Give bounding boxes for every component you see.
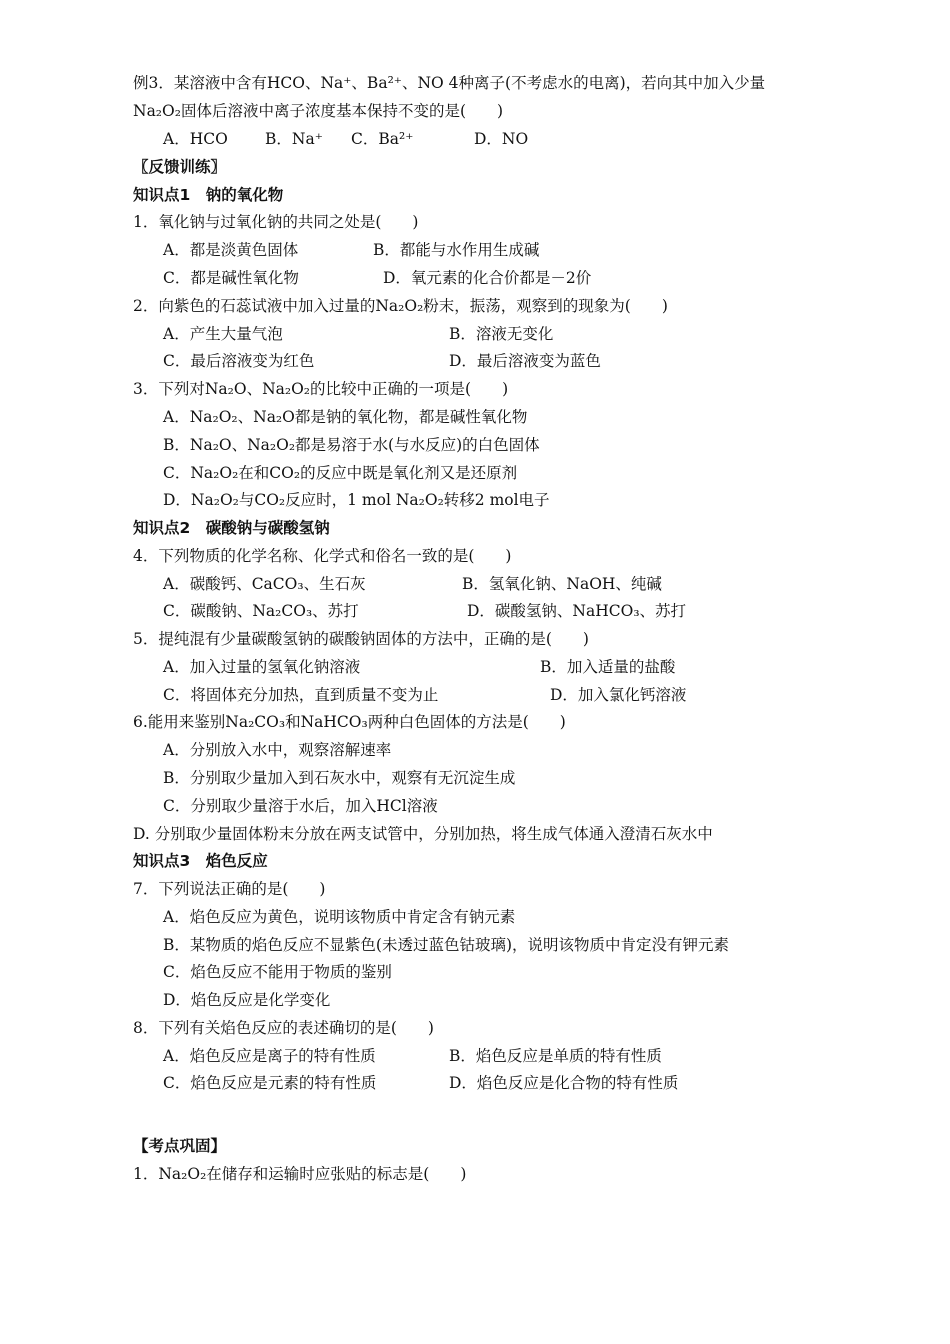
example3-line1: 例3．某溶液中含有HCO、Na⁺、Ba²⁺、NO 4种离子(不考虑水的电离)，若向其中加入少量 — [133, 74, 766, 92]
q6-option-c: C．分别取少量溶于水后，加入HCl溶液 — [163, 797, 438, 815]
example3-option-d: D．NO — [474, 130, 529, 148]
q8-option-c: C．焰色反应是元素的特有性质 — [163, 1074, 377, 1092]
q6-option-d: D. 分别取少量固体粉末分放在两支试管中，分别加热，将生成气体通入澄清石灰水中 — [133, 825, 713, 843]
q6-option-b: B．分别取少量加入到石灰水中，观察有无沉淀生成 — [163, 769, 516, 787]
review-q1-stem: 1．Na₂O₂在储存和运输时应张贴的标志是( ) — [133, 1165, 467, 1183]
knowledge-point-2-heading: 知识点2 碳酸钠与碳酸氢钠 — [133, 519, 330, 537]
q6-stem: 6.能用来鉴别Na₂CO₃和NaHCO₃两种白色固体的方法是( ) — [133, 713, 566, 731]
q3-option-c: C．Na₂O₂在和CO₂的反应中既是氧化剂又是还原剂 — [163, 464, 518, 482]
q7-option-c: C．焰色反应不能用于物质的鉴别 — [163, 963, 392, 981]
q3-option-d: D．Na₂O₂与CO₂反应时，1 mol Na₂O₂转移2 mol电子 — [163, 491, 550, 509]
q1-option-d: D．氧元素的化合价都是－2价 — [383, 269, 592, 287]
q1-option-c: C．都是碱性氧化物 — [163, 269, 299, 287]
section-review-heading: 【考点巩固】 — [133, 1137, 227, 1155]
q2-option-d: D．最后溶液变为蓝色 — [449, 352, 601, 370]
example3-line2: Na₂O₂固体后溶液中离子浓度基本保持不变的是( ) — [133, 102, 504, 120]
q7-option-d: D．焰色反应是化学变化 — [163, 991, 331, 1009]
q4-option-a: A．碳酸钙、CaCO₃、生石灰 — [163, 575, 366, 593]
q1-stem: 1．氧化钠与过氧化钠的共同之处是( ) — [133, 213, 419, 231]
q3-option-b: B．Na₂O、Na₂O₂都是易溶于水(与水反应)的白色固体 — [163, 436, 540, 454]
q4-option-d: D．碳酸氢钠、NaHCO₃、苏打 — [467, 602, 687, 620]
q2-option-a: A．产生大量气泡 — [163, 325, 283, 343]
q8-option-a: A．焰色反应是离子的特有性质 — [163, 1047, 376, 1065]
q4-option-c: C．碳酸钠、Na₂CO₃、苏打 — [163, 602, 359, 620]
q7-option-b: B．某物质的焰色反应不显紫色(未透过蓝色钴玻璃)，说明该物质中肯定没有钾元素 — [163, 936, 729, 954]
q3-option-a: A．Na₂O₂、Na₂O都是钠的氧化物，都是碱性氧化物 — [163, 408, 528, 426]
q5-option-c: C．将固体充分加热，直到质量不变为止 — [163, 686, 439, 704]
q2-option-c: C．最后溶液变为红色 — [163, 352, 315, 370]
q2-stem: 2．向紫色的石蕊试液中加入过量的Na₂O₂粉末，振荡，观察到的现象为( ) — [133, 297, 668, 315]
q4-option-b: B．氢氧化钠、NaOH、纯碱 — [462, 575, 662, 593]
q2-option-b: B．溶液无变化 — [449, 325, 554, 343]
example3-option-c: C．Ba²⁺ — [351, 130, 414, 148]
q5-option-d: D．加入氯化钙溶液 — [550, 686, 687, 704]
q4-stem: 4．下列物质的化学名称、化学式和俗名一致的是( ) — [133, 547, 512, 565]
q1-option-a: A．都是淡黄色固体 — [163, 241, 299, 259]
q3-stem: 3．下列对Na₂O、Na₂O₂的比较中正确的一项是( ) — [133, 380, 509, 398]
knowledge-point-1-heading: 知识点1 钠的氧化物 — [133, 186, 284, 204]
example3-option-a: A．HCO — [163, 130, 228, 148]
q5-stem: 5．提纯混有少量碳酸氢钠的碳酸钠固体的方法中，正确的是( ) — [133, 630, 589, 648]
q1-option-b: B．都能与水作用生成碱 — [373, 241, 540, 259]
q5-option-a: A．加入过量的氢氧化钠溶液 — [163, 658, 361, 676]
q5-option-b: B．加入适量的盐酸 — [540, 658, 676, 676]
example3-option-b: B．Na⁺ — [265, 130, 323, 148]
q8-option-b: B．焰色反应是单质的特有性质 — [449, 1047, 662, 1065]
q7-stem: 7．下列说法正确的是( ) — [133, 880, 326, 898]
q8-option-d: D．焰色反应是化合物的特有性质 — [449, 1074, 679, 1092]
knowledge-point-3-heading: 知识点3 焰色反应 — [133, 852, 268, 870]
section-feedback-heading: 〖反馈训练〗 — [133, 158, 227, 176]
q8-stem: 8．下列有关焰色反应的表述确切的是( ) — [133, 1019, 434, 1037]
q6-option-a: A．分别放入水中，观察溶解速率 — [163, 741, 392, 759]
q7-option-a: A．焰色反应为黄色，说明该物质中肯定含有钠元素 — [163, 908, 516, 926]
